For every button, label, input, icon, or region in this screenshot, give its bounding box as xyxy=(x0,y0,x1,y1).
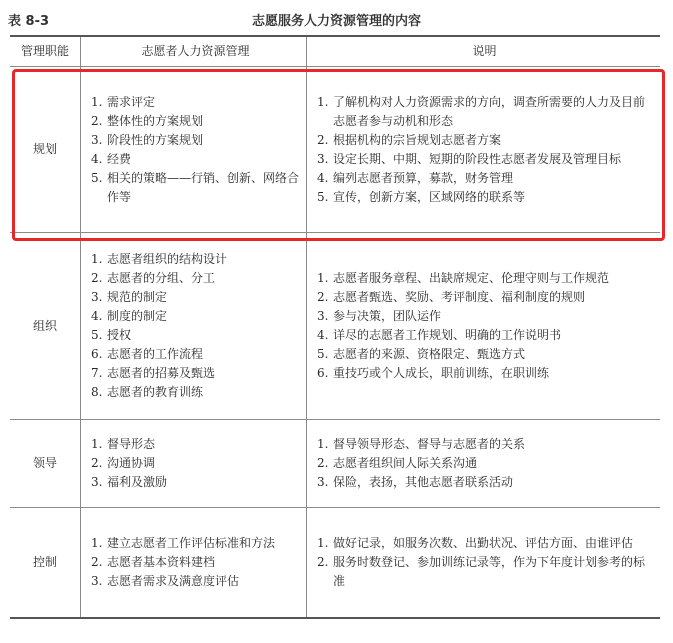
list-item: 2. 整体性的方案规划 xyxy=(91,113,204,128)
hr-items-list xyxy=(91,250,227,402)
notes-cell xyxy=(307,420,660,507)
list-item: 3. 阶段性的方案规划 xyxy=(91,132,204,147)
list-item: 4. 详尽的志愿者工作规划、明确的工作说明书 xyxy=(317,328,562,342)
table-caption xyxy=(0,8,673,30)
list-item: 5. 授权 xyxy=(91,328,132,342)
table-row-planning xyxy=(10,67,660,233)
table-row-controlling xyxy=(10,508,660,617)
hr-management-table xyxy=(10,35,660,619)
hr-items-cell xyxy=(81,508,307,617)
list-item: 2. 志愿者组织间人际关系沟通 xyxy=(317,456,478,470)
notes-cell xyxy=(307,508,660,617)
table-row-leading xyxy=(10,420,660,508)
header-notes: 说明 xyxy=(472,44,497,58)
list-item: 1. 建立志愿者工作评估标准和方法 xyxy=(91,536,276,550)
notes-list xyxy=(317,93,652,207)
list-item: 8. 志愿者的教育训练 xyxy=(91,385,204,399)
list-item: 5. 宣传，创新方案，区域网络的联系等 xyxy=(317,189,526,204)
hr-items-cell xyxy=(81,420,307,507)
list-item: 6. 重技巧或个人成长，职前训练，在职训练 xyxy=(317,366,550,380)
list-item: 1. 督导领导形态、督导与志愿者的关系 xyxy=(317,437,526,451)
table-title: 志愿服务人力资源管理的内容 xyxy=(251,14,421,29)
list-item: 2. 志愿者基本资料建档 xyxy=(91,555,216,569)
function-cell: 领导 xyxy=(10,420,81,507)
hr-items-list xyxy=(91,534,275,591)
list-item: 5. 相关的策略——行销、创新、网络合作等 xyxy=(91,170,300,204)
list-item: 1. 志愿者服务章程、出缺席规定、伦理守则与工作规范 xyxy=(317,271,610,285)
list-item: 1. 了解机构对人力资源需求的方向，调查所需要的人力及目前志愿者参与动机和形态 xyxy=(317,94,646,128)
hr-items-cell xyxy=(81,67,307,232)
notes-list xyxy=(317,534,652,591)
list-item: 5. 志愿者的来源、资格限定、甄选方式 xyxy=(317,347,526,361)
list-item: 2. 志愿者的分组、分工 xyxy=(91,271,216,285)
list-item: 3. 保险，表扬，其他志愿者联系活动 xyxy=(317,475,514,489)
hr-items-cell xyxy=(81,233,307,419)
list-item: 7. 志愿者的招募及甄选 xyxy=(91,366,216,380)
table-row-organizing xyxy=(10,233,660,420)
list-item: 4. 经费 xyxy=(91,151,132,166)
list-item: 3. 志愿者需求及满意度评估 xyxy=(91,574,240,588)
function-cell: 组织 xyxy=(10,233,81,419)
list-item: 3. 设定长期、中期、短期的阶段性志愿者发展及管理目标 xyxy=(317,151,622,166)
list-item: 1. 做好记录，如服务次数、出勤状况、评估方面、由谁评估 xyxy=(317,536,634,550)
notes-list xyxy=(317,435,525,492)
list-item: 2. 志愿者甄选、奖励、考评制度、福利制度的规则 xyxy=(317,290,586,304)
function-cell: 控制 xyxy=(10,508,81,617)
table-number: 表 8-3 xyxy=(8,14,50,29)
header-function: 管理职能 xyxy=(10,37,81,66)
list-item: 4. 制度的制定 xyxy=(91,309,168,323)
list-item: 3. 规范的制定 xyxy=(91,290,168,304)
list-item: 1. 志愿者组织的结构设计 xyxy=(91,252,228,266)
list-item: 2. 服务时数登记、参加训练记录等，作为下年度计划参考的标准 xyxy=(317,555,646,588)
list-item: 6. 志愿者的工作流程 xyxy=(91,347,204,361)
list-item: 2. 根据机构的宗旨规划志愿者方案 xyxy=(317,132,502,147)
list-item: 4. 编列志愿者预算，募款，财务管理 xyxy=(317,170,514,185)
hr-items-list xyxy=(91,435,167,492)
list-item: 2. 沟通协调 xyxy=(91,456,156,470)
hr-items-list xyxy=(91,93,300,207)
function-cell: 规划 xyxy=(10,67,81,232)
list-item: 1. 督导形态 xyxy=(91,437,156,451)
table-header-row xyxy=(10,37,660,67)
list-item: 3. 福利及激励 xyxy=(91,475,168,489)
list-item: 1. 需求评定 xyxy=(91,94,156,109)
notes-list xyxy=(317,269,609,383)
notes-cell xyxy=(307,233,660,419)
list-item: 3. 参与决策，团队运作 xyxy=(317,309,442,323)
notes-cell xyxy=(307,67,660,232)
header-hr-management: 志愿者人力资源管理 xyxy=(81,37,307,66)
